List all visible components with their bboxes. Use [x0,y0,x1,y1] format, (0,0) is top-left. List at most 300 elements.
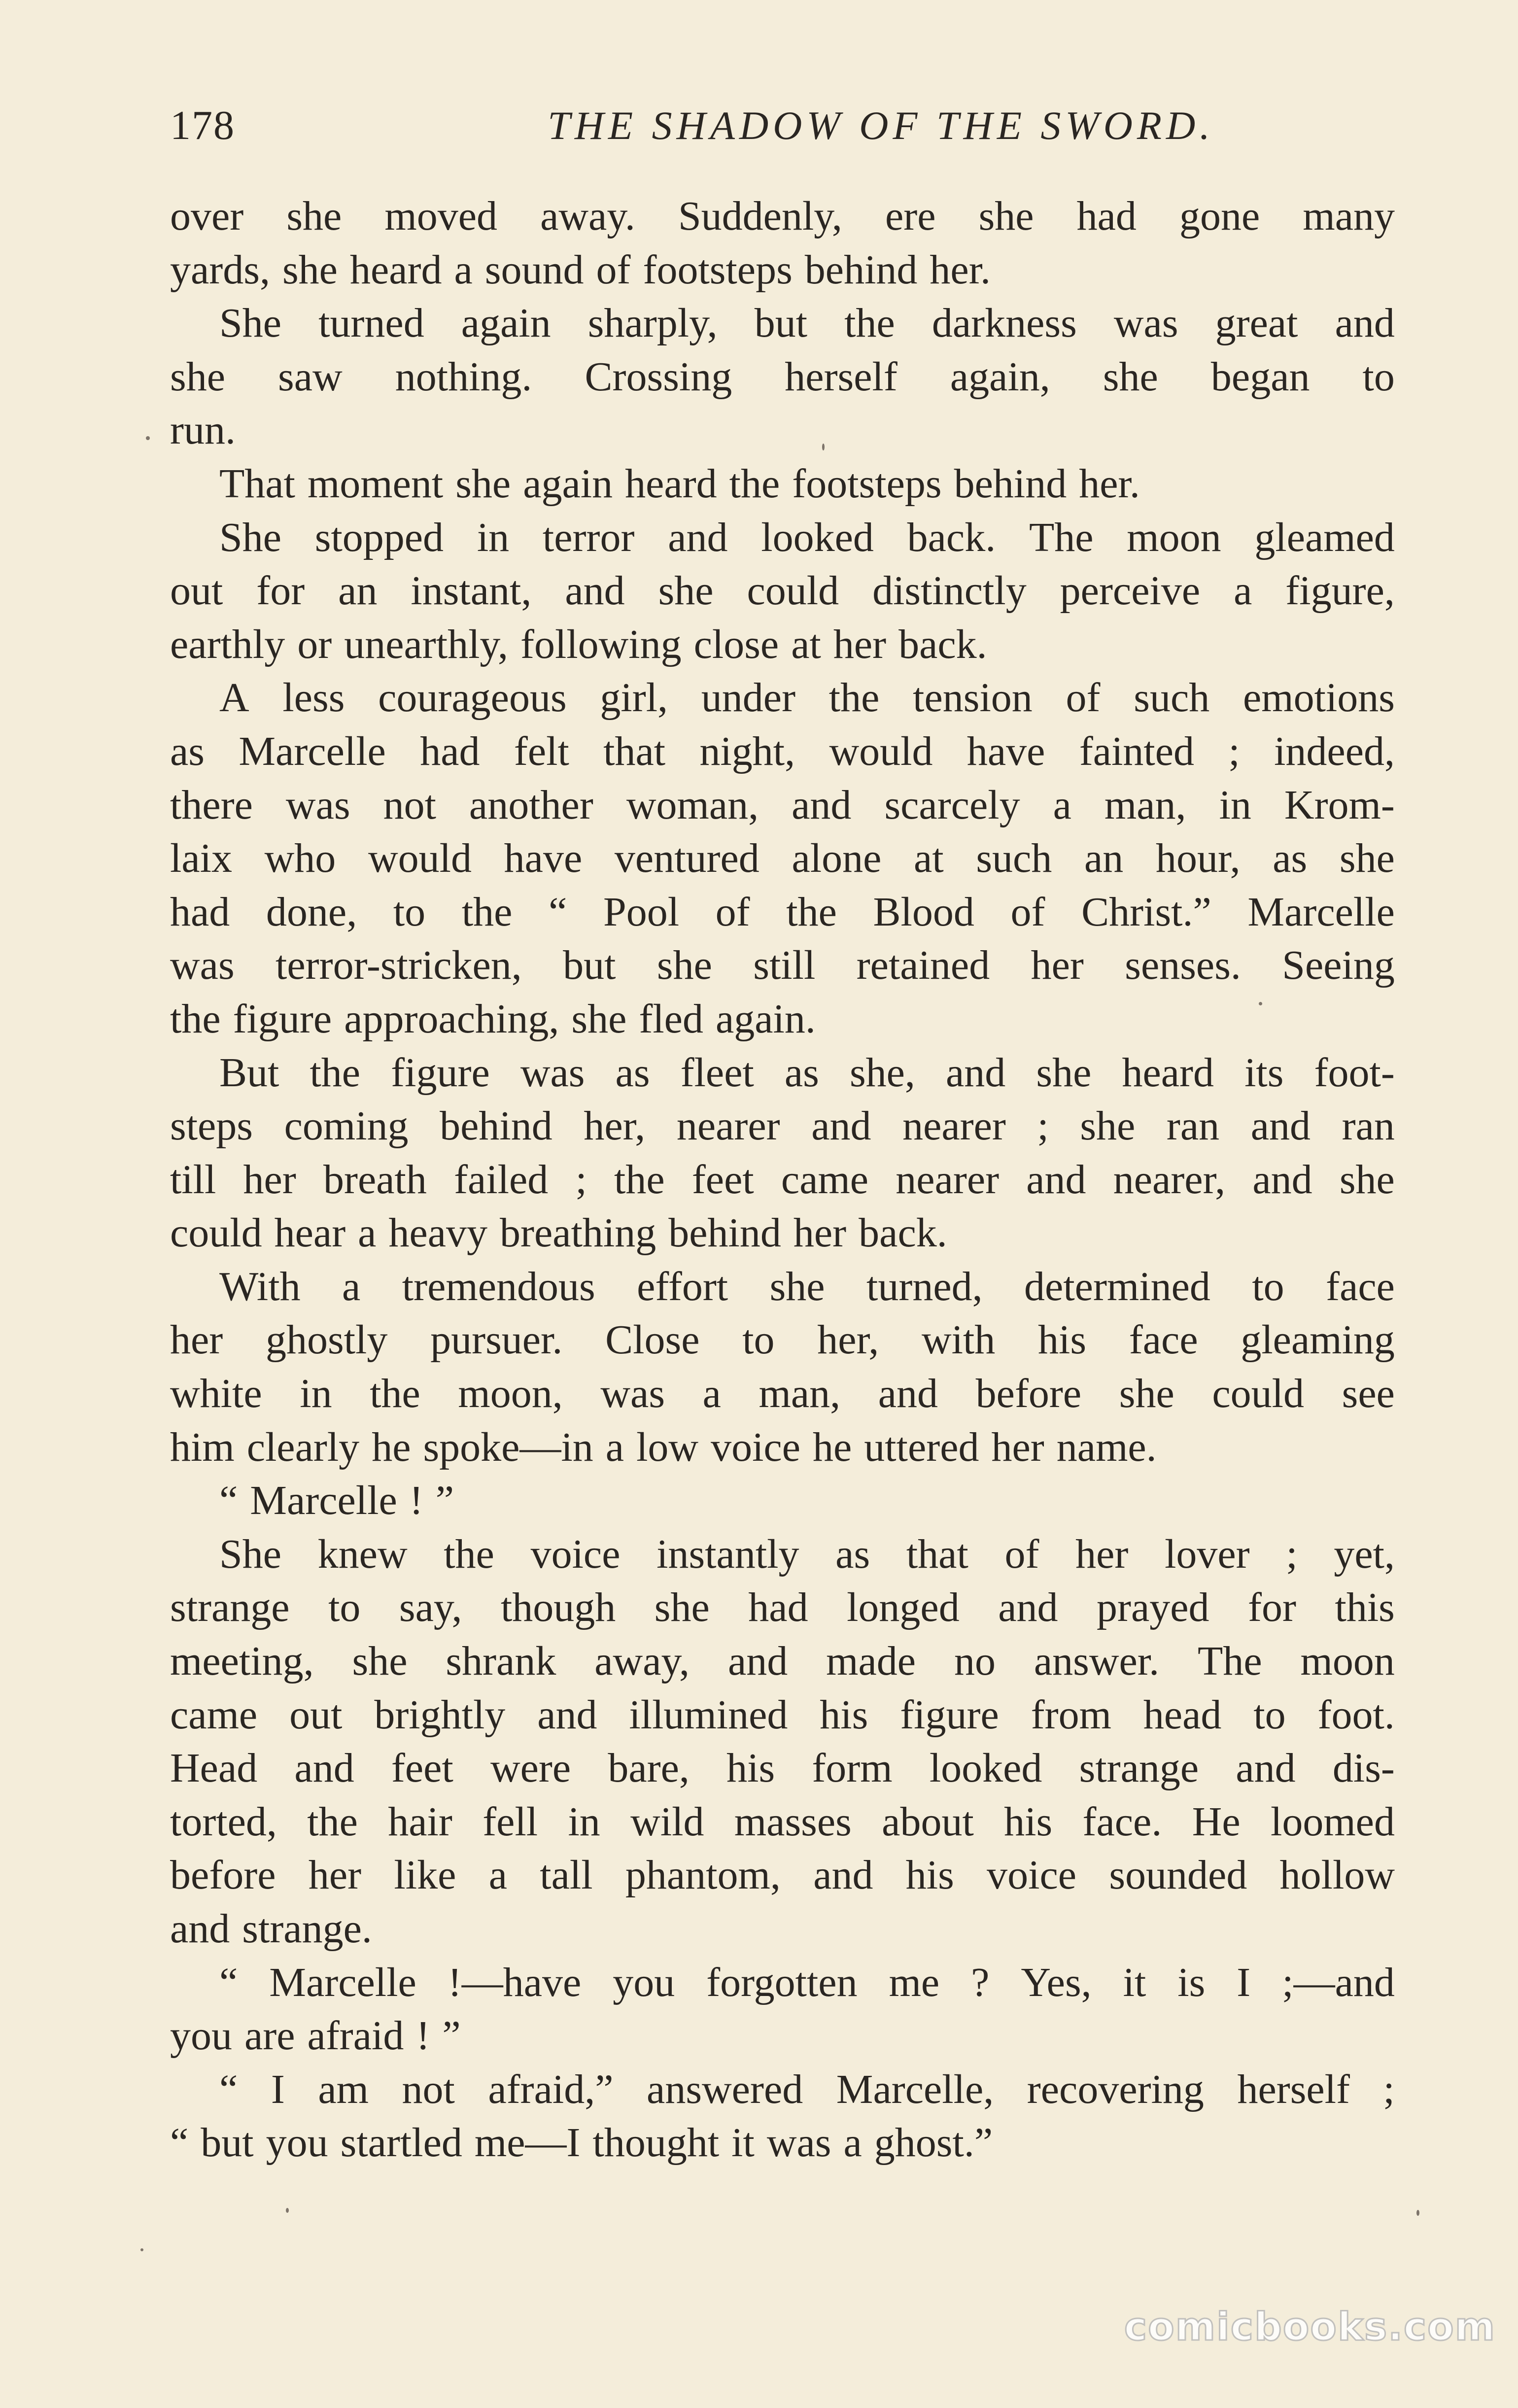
word: she [286,193,342,239]
word: shrank [446,1638,556,1685]
word: ventured [614,835,759,882]
word: tremendous [402,1263,595,1309]
word: “ [219,2066,238,2112]
word: about [882,1798,974,1845]
word: her. [1079,460,1140,507]
word: his [1004,1798,1053,1845]
word: following [520,621,682,667]
word: of [1004,1531,1039,1577]
word: form [812,1745,893,1791]
word: came [781,1156,869,1203]
word: determined [1024,1263,1210,1309]
word: she [170,353,225,400]
text-line [170,886,1395,939]
word: longed [847,1584,960,1631]
word: ran [1342,1103,1395,1149]
word: face. [1082,1798,1162,1845]
word: her. [930,246,991,293]
word: and [878,1371,938,1417]
word: indeed, [1274,728,1395,774]
word: behind [954,460,1067,507]
word: could [1212,1371,1305,1417]
text-line [170,564,1395,618]
word: an [1084,835,1124,882]
word: herself [785,353,897,400]
word: man, [759,1371,841,1417]
word: his [820,1691,868,1738]
word: her [991,1424,1044,1470]
word: back. [907,514,996,560]
word: were [490,1745,571,1791]
word: she [282,246,338,293]
word: Christ.” [1081,889,1211,935]
word: thought [592,2120,720,2166]
word: she [1103,353,1158,400]
word: illumined [629,1691,788,1738]
word: A [219,675,249,721]
word: sharply, [587,300,718,346]
word: hear [274,1210,346,1256]
word: it [1123,1959,1146,2005]
scan-speck [146,436,150,440]
word: fleet [680,1049,754,1096]
word: phantom, [625,1852,781,1898]
word: she [658,568,714,614]
word: heard [349,246,442,293]
word: and [811,1103,871,1149]
word: figure [900,1691,999,1738]
word: woman, [626,782,759,828]
word: she [1339,835,1395,882]
word: you [266,2120,328,2166]
word: “ [219,1478,238,1524]
word: she [455,460,511,507]
word: had [420,728,480,774]
word: who [264,835,336,882]
text-line [170,1206,1395,1260]
word: behind [440,1103,552,1149]
word: hair [388,1798,452,1845]
word: and [537,1691,597,1738]
word: but [201,2120,254,2166]
word: white [170,1371,262,1417]
word: and [668,514,728,560]
word: forgotten [706,1959,858,2005]
word: hour, [1155,835,1241,882]
word: loomed [1270,1798,1395,1845]
word: a [454,246,473,293]
word: and [1236,1745,1296,1791]
word: the [170,996,221,1042]
word: but [754,300,808,346]
word: emotions [1242,675,1395,721]
scan-speck [1259,1002,1262,1005]
text-line [170,2009,1395,2063]
word: scarcely [884,782,1020,828]
word: less [282,675,345,721]
body-text [170,190,1395,2170]
word: a [843,2120,862,2166]
word: nearer [902,1103,1006,1149]
word: and [998,1584,1058,1631]
word: great [1215,300,1298,346]
word: her, [584,1103,646,1149]
text-line [170,1474,1395,1528]
text-line [170,457,1395,511]
word: ; [1037,1103,1049,1149]
text-line [170,832,1395,886]
word: girl, [600,675,668,721]
word: the [614,1156,665,1203]
word: no [954,1638,996,1685]
word: the [786,889,837,935]
word: ! [416,2013,430,2059]
text-line [170,2063,1395,2117]
running-title: THE SHADOW OF THE SWORD. [548,103,1214,148]
word: turned, [866,1263,983,1309]
word: strange [170,1584,290,1631]
word: Marcelle [1247,889,1395,935]
word: breathing [500,1210,656,1256]
word: me [889,1959,940,2005]
word: and [565,568,625,614]
word: was [600,1371,665,1417]
text-line [170,1581,1395,1635]
word: such [1134,675,1210,721]
word: have [504,835,583,882]
word: distinctly [872,568,1027,614]
word: not [402,2066,455,2112]
text-line [170,190,1395,243]
text-line [170,1100,1395,1153]
word: ; [1383,2066,1395,2112]
word: and [294,1745,354,1791]
text-line [170,350,1395,404]
word: The [1029,514,1094,560]
word: She [219,514,281,560]
word: her [170,1317,223,1363]
word: She [219,300,281,346]
word: effort [637,1263,728,1309]
word: Pool [603,889,680,935]
word: she [352,1638,408,1685]
word: The [1198,1638,1262,1685]
word: perceive [1060,568,1201,614]
word: could [747,568,839,614]
word: nearer, [1113,1156,1226,1203]
text-line [170,404,1395,457]
word: moment [307,460,444,507]
word: away. [540,193,635,239]
word: tension [913,675,1033,721]
word: senses. [1125,942,1241,989]
word: figure [233,996,332,1042]
word: had [1076,193,1137,239]
word: that [906,1531,968,1577]
word: voice [711,1424,800,1470]
word: Krom- [1284,782,1395,828]
word: torted, [170,1798,277,1845]
word: before [975,1371,1082,1417]
word: and [1252,1156,1312,1203]
word: close [693,621,779,667]
word: answered [647,2066,803,2112]
word: would [368,835,472,882]
word: gleamed [1254,514,1395,560]
word: wild [630,1798,704,1845]
word: a [1053,782,1071,828]
word: his [1038,1317,1087,1363]
word: not [383,782,436,828]
word: darkness [932,300,1077,346]
text-line [170,1421,1395,1475]
word: stopped [314,514,444,560]
word: in [300,1371,332,1417]
word: fainted [1079,728,1195,774]
word: there [170,782,253,828]
word: feet [691,1156,754,1203]
word: came [170,1691,258,1738]
word: ; [1228,728,1240,774]
word: terror-stricken, [276,942,522,989]
word: behind [668,1210,781,1256]
word: ghost.” [874,2120,993,2166]
word: of [1066,675,1101,721]
word: her [1075,1531,1129,1577]
word: ” [435,1478,454,1524]
word: for [256,568,305,614]
word: a [488,1852,507,1898]
word: nearer [896,1156,1000,1203]
word: is [1177,1959,1206,2005]
text-line [170,1528,1395,1582]
word: answer. [1034,1638,1160,1685]
word: have [966,728,1045,774]
text-line [170,1849,1395,1902]
word: laix [170,835,232,882]
word: and [1026,1156,1086,1203]
word: failed [454,1156,549,1203]
word: prayed [1097,1584,1209,1631]
word: out [170,568,223,614]
word: at [791,621,821,667]
word: clearly [246,1424,360,1470]
word: that [603,728,666,774]
word: breath [323,1156,427,1203]
word: ran [1166,1103,1220,1149]
word: would [829,728,933,774]
word: behind [804,246,918,293]
word: heavy [388,1210,488,1256]
word: say, [399,1584,462,1631]
word: steps [170,1103,253,1149]
word: looked [761,514,874,560]
word: voice [530,1531,621,1577]
word: fled [639,996,703,1042]
word: turned [318,300,424,346]
word: the [370,1371,420,1417]
word: voice [987,1852,1077,1898]
word: dis- [1332,1745,1395,1791]
word: to [1362,353,1395,400]
word: she [1080,1103,1136,1149]
word: like [394,1852,456,1898]
word: him [170,1424,235,1470]
word: over [170,193,244,239]
word: felt [514,728,569,774]
word: yet, [1334,1531,1395,1577]
word: feet [391,1745,453,1791]
word: her [243,1156,296,1203]
word: she [1339,1156,1395,1203]
word: ghostly [266,1317,388,1363]
word: had [748,1584,808,1631]
word: But [219,1049,279,1096]
word: lover [1165,1531,1250,1577]
word: brightly [374,1691,506,1738]
word: she [1036,1049,1092,1096]
word: and [813,1852,873,1898]
word: She [219,1531,281,1577]
word: masses [734,1798,852,1845]
word: as [615,1049,650,1096]
word: the [444,1531,494,1577]
word: and [1335,300,1395,346]
text-line [170,1367,1395,1421]
word: ? [971,1959,990,2005]
word: gone [1179,193,1260,239]
word: of [596,246,631,293]
word: “ [549,889,567,935]
word: as [1273,835,1308,882]
word: to [393,889,426,935]
word: Marcelle, [836,2066,994,2112]
word: yards, [170,246,270,293]
text-line [170,1260,1395,1314]
word: you [170,2013,232,2059]
text-line [170,297,1395,350]
text-line [170,1902,1395,1956]
word: the [828,675,880,721]
word: ; [575,1156,587,1203]
word: to [328,1584,361,1631]
word: it [731,2120,755,2166]
word: earthly [170,621,285,667]
text-line [170,993,1395,1046]
word: such [976,835,1052,882]
word: Marcelle [269,1959,416,2005]
word: though [500,1584,616,1631]
word: the [307,1798,358,1845]
word: approaching, [344,996,559,1042]
word: an [338,568,378,614]
word: heard [625,460,717,507]
word: she, [849,1049,915,1096]
word: was [520,1049,585,1096]
scan-speck [822,444,825,450]
word: in [568,1798,600,1845]
word: meeting, [170,1638,314,1685]
word: Crossing [585,353,732,400]
word: heard [1122,1049,1214,1096]
word: afraid [307,2013,404,2059]
word: in [1219,782,1251,828]
word: courageous [378,675,567,721]
word: ; [1286,1531,1298,1577]
word: under [701,675,796,721]
word: pursuer. [430,1317,563,1363]
text-line [170,671,1395,725]
page-number: 178 [170,103,235,148]
word: back. [859,1210,947,1256]
text-line [170,2116,1395,2170]
word: are [244,2013,295,2059]
word: the [310,1049,361,1096]
word: coming [284,1103,409,1149]
word: ” [442,2013,461,2059]
word: Marcelle [250,1478,397,1524]
word: away, [594,1638,690,1685]
word: Blood [873,889,974,935]
text-line [170,1153,1395,1207]
word: ! [409,1478,423,1524]
word: the [461,889,513,935]
word: knew [317,1531,408,1577]
word: was [285,782,350,828]
word: Yes, [1021,1959,1092,2005]
scan-speck [140,2248,143,2251]
word: run. [170,407,236,453]
word: still [753,942,816,989]
word: see [1342,1371,1395,1417]
word: the [729,460,780,507]
word: to [1253,1691,1286,1738]
word: Close [605,1317,700,1363]
word: am [318,2066,369,2112]
word: again, [950,353,1050,400]
word: back. [898,621,987,667]
word: to [1252,1263,1284,1309]
word: name. [1056,1424,1157,1470]
text-line [170,1313,1395,1367]
word: done, [266,889,357,935]
word: as [784,1049,819,1096]
word: alone [792,835,882,882]
word: her, [817,1317,879,1363]
word: her [308,1852,362,1898]
word: she [978,193,1034,239]
word: me—I [474,2120,581,2166]
scan-speck [286,2208,289,2213]
word: began [1210,353,1310,400]
word: and [792,782,852,828]
word: strange [1079,1745,1199,1791]
word: fell [483,1798,538,1845]
word: startled [340,2120,462,2166]
word: again [461,300,551,346]
word: a [1234,568,1252,614]
word: its [1244,1049,1284,1096]
word: Marcelle [239,728,386,774]
word: of [715,889,750,935]
word: had [170,889,230,935]
word: gleaming [1241,1317,1395,1363]
word: his [726,1745,775,1791]
word: moon [1127,514,1221,560]
word: With [219,1263,301,1309]
word: head [1143,1691,1222,1738]
word: many [1303,193,1395,239]
